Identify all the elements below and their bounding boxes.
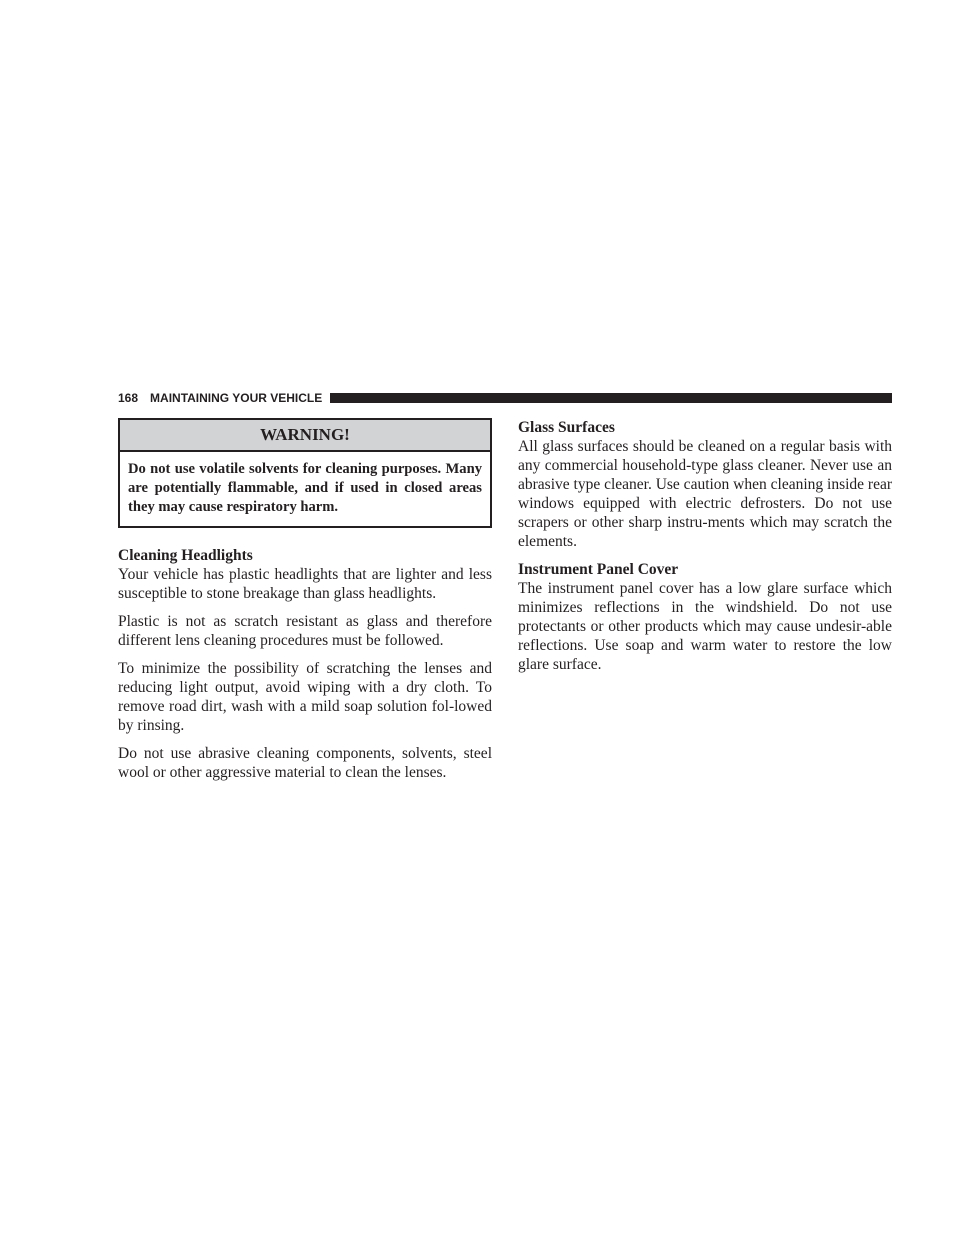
header-rule (330, 393, 892, 403)
headlights-paragraph-2: Plastic is not as scratch resistant as glass and therefore different lens cleaning procedures must be followed. (118, 613, 492, 649)
section-title: MAINTAINING YOUR VEHICLE (150, 391, 323, 405)
glass-surfaces-heading: Glass Surfaces (518, 419, 615, 436)
headlights-paragraph-4: Do not use abrasive cleaning components, solvents, steel wool or other aggressive material to clean the lenses. (118, 745, 492, 781)
right-column (518, 418, 892, 674)
warning-body: Do not use volatile solvents for cleaning purposes. Many are potentially flammable, and if used in closed areas they may cause respiratory harm. (128, 461, 482, 515)
page-header (118, 390, 892, 406)
instrument-panel-cover-heading: Instrument Panel Cover (518, 561, 679, 578)
warning-box (118, 418, 492, 528)
glass-surfaces-body: All glass surfaces should be cleaned on a regular basis with any commercial household-type glass cleaner. Never use an abrasive type cleaner. Use caution when cleaning inside rear windows equipped with electric defrosters. Do not use scrapers or other sharp instru-ments which may scratch the elements. (518, 438, 892, 550)
cleaning-headlights-heading: Cleaning Headlights (118, 547, 253, 564)
headlights-paragraph-1: Your vehicle has plastic headlights that are lighter and less susceptible to stone breakage than glass headlights. (118, 566, 492, 602)
instrument-panel-cover-body: The instrument panel cover has a low glare surface which minimizes reflections in the windshield. Do not use protectants or other products which may cause undesir-able reflections. Use soap and warm water to restore the low glare surface. (518, 580, 892, 673)
page-number: 168 (118, 391, 139, 405)
left-column (118, 418, 492, 782)
headlights-paragraph-3: To minimize the possibility of scratching the lenses and reducing light output, avoid wiping with a dry cloth. To remove road dirt, wash with a mild soap solution fol-lowed by rinsing. (118, 660, 492, 734)
warning-title: WARNING! (120, 420, 490, 452)
